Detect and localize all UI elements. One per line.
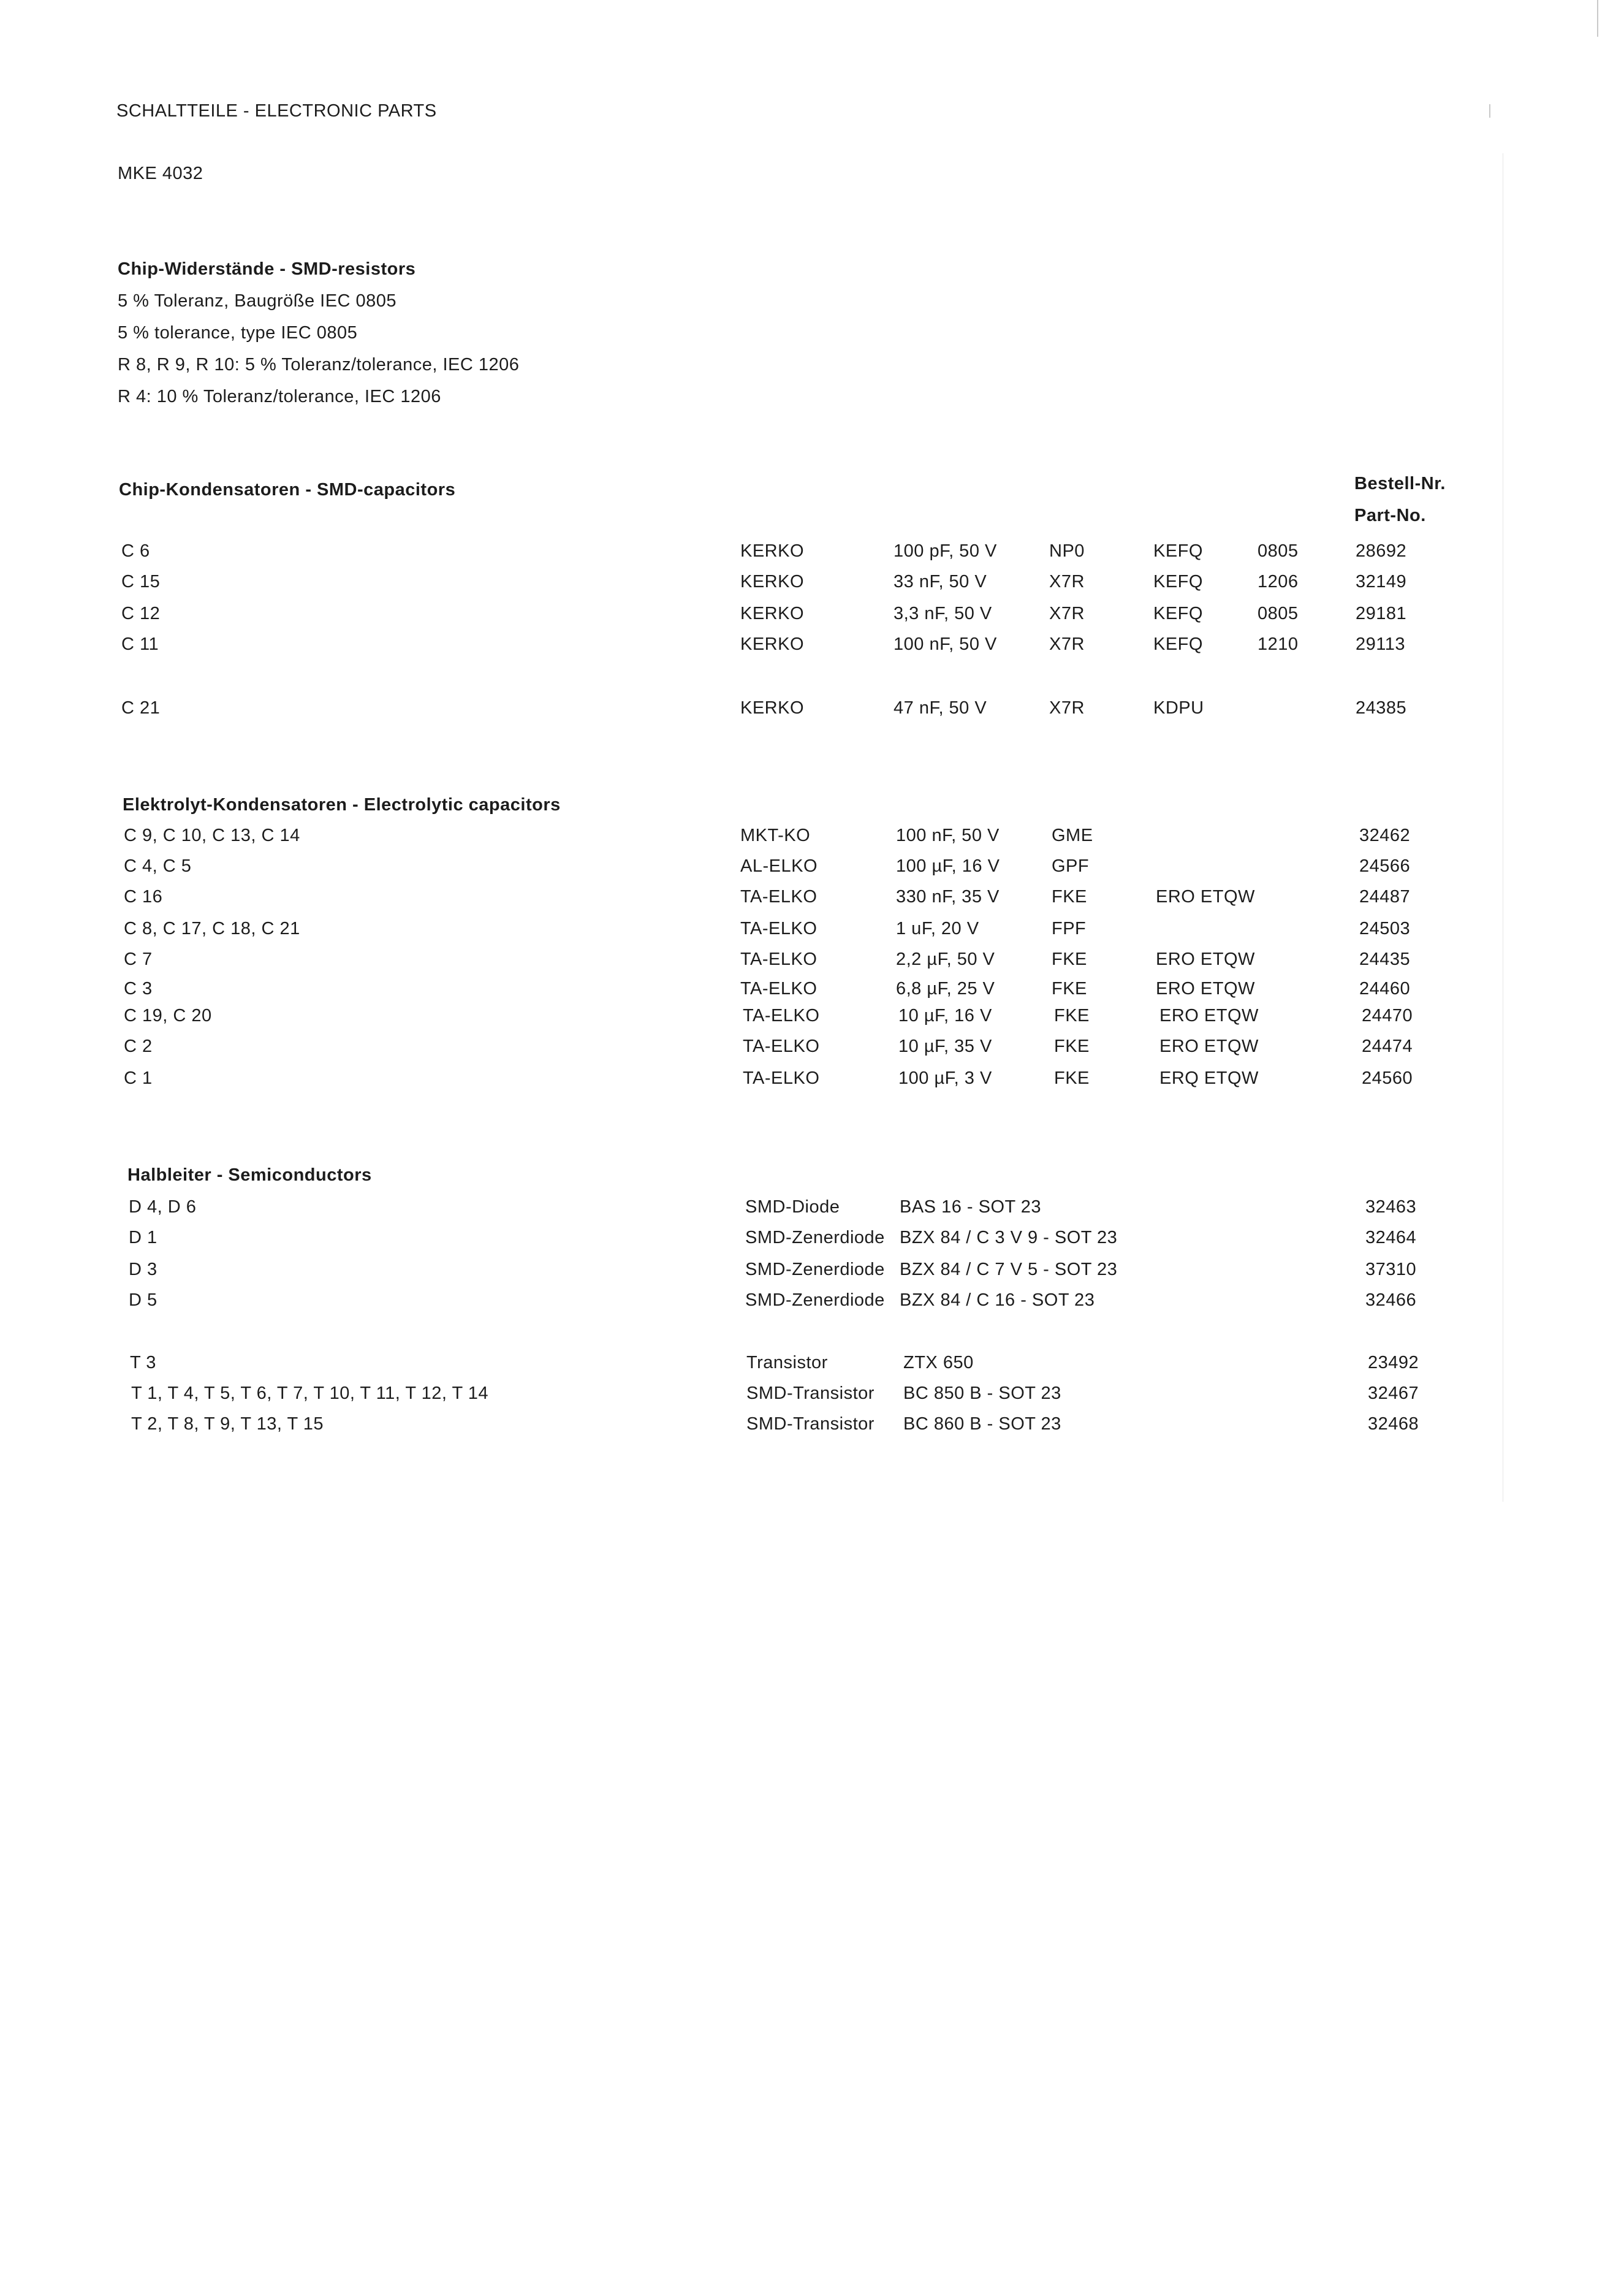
component-type: AL-ELKO: [740, 856, 818, 876]
component-type: Transistor: [746, 1353, 828, 1372]
component-type: KERKO: [740, 541, 805, 561]
table-row: [0, 1290, 1624, 1314]
table-row: [0, 603, 1624, 628]
component-ref: T 2, T 8, T 9, T 13, T 15: [131, 1414, 324, 1434]
table-row: [0, 978, 1624, 1003]
dielectric: X7R: [1049, 572, 1085, 592]
component-description: BC 850 B - SOT 23: [903, 1383, 1061, 1403]
component-ref: C 21: [121, 698, 161, 718]
component-type: SMD-Zenerdiode: [745, 1290, 885, 1310]
component-ref: C 11: [121, 634, 159, 654]
component-type: TA-ELKO: [740, 979, 818, 999]
component-code: GME: [1052, 826, 1093, 845]
table-row: [0, 1352, 1624, 1377]
component-type: KERKO: [740, 634, 805, 654]
series: ERO ETQW: [1156, 950, 1255, 969]
series: ERO ETQW: [1156, 979, 1255, 999]
part-number: 24566: [1359, 856, 1411, 876]
component-value: 100 nF, 50 V: [894, 634, 997, 654]
table-row: [0, 918, 1624, 943]
part-number: 24435: [1359, 950, 1411, 969]
series: ERO ETQW: [1159, 1037, 1259, 1056]
component-ref: D 5: [129, 1290, 157, 1310]
component-type: TA-ELKO: [743, 1037, 820, 1056]
component-type: SMD-Zenerdiode: [745, 1228, 885, 1247]
part-number: 32464: [1365, 1228, 1417, 1247]
part-number: 24470: [1362, 1006, 1413, 1026]
component-value: 6,8 µF, 25 V: [896, 979, 995, 999]
component-ref: C 16: [124, 887, 163, 907]
component-value: 3,3 nF, 50 V: [894, 604, 992, 623]
part-number: 32467: [1368, 1383, 1419, 1403]
component-description: BZX 84 / C 3 V 9 - SOT 23: [900, 1228, 1118, 1247]
component-ref: C 1: [124, 1068, 153, 1088]
table-row: [0, 1259, 1624, 1284]
component-value: 100 nF, 50 V: [896, 826, 1000, 845]
resistors-line: R 8, R 9, R 10: 5 % Toleranz/tolerance, IEC 1206: [118, 355, 520, 375]
component-code: FKE: [1052, 979, 1087, 999]
part-number: 23492: [1368, 1353, 1419, 1372]
component-ref: T 1, T 4, T 5, T 6, T 7, T 10, T 11, T 12, T 14: [131, 1383, 488, 1403]
scan-artifact: [1489, 104, 1490, 118]
component-value: 100 pF, 50 V: [894, 541, 997, 561]
part-number: 32462: [1359, 826, 1411, 845]
component-description: BZX 84 / C 16 - SOT 23: [900, 1290, 1095, 1310]
part-number: 28692: [1356, 541, 1407, 561]
component-value: 330 nF, 35 V: [896, 887, 1000, 907]
dielectric: NP0: [1049, 541, 1085, 561]
table-row: [0, 1068, 1624, 1092]
part-number: 24560: [1362, 1068, 1413, 1088]
component-type: TA-ELKO: [743, 1068, 820, 1088]
component-ref: C 9, C 10, C 13, C 14: [124, 826, 300, 845]
component-code: FKE: [1054, 1037, 1090, 1056]
series: ERO ETQW: [1159, 1006, 1259, 1026]
case-size: 0805: [1258, 604, 1299, 623]
component-ref: D 4, D 6: [129, 1197, 197, 1217]
component-value: 10 µF, 16 V: [898, 1006, 992, 1026]
component-value: 2,2 µF, 50 V: [896, 950, 995, 969]
resistors-line: R 4: 10 % Toleranz/tolerance, IEC 1206: [118, 387, 441, 406]
component-value: 33 nF, 50 V: [894, 572, 987, 592]
case-size: 1206: [1258, 572, 1299, 592]
table-row: [0, 825, 1624, 850]
component-value: 47 nF, 50 V: [894, 698, 987, 718]
table-row: [0, 949, 1624, 973]
series: KEFQ: [1153, 634, 1203, 654]
component-ref: C 8, C 17, C 18, C 21: [124, 919, 300, 938]
case-size: 0805: [1258, 541, 1299, 561]
series: KEFQ: [1153, 541, 1203, 561]
component-ref: D 1: [129, 1228, 157, 1247]
component-type: KERKO: [740, 698, 805, 718]
table-row: [0, 1197, 1624, 1221]
scan-artifact: [1597, 0, 1598, 37]
table-row: [0, 1036, 1624, 1060]
part-number-header: Part-No.: [1354, 506, 1426, 525]
component-description: BAS 16 - SOT 23: [900, 1197, 1042, 1217]
component-type: TA-ELKO: [743, 1006, 820, 1026]
model-number: MKE 4032: [118, 164, 203, 183]
part-number: 32466: [1365, 1290, 1417, 1310]
component-code: FKE: [1054, 1006, 1090, 1026]
resistors-line: 5 % Toleranz, Baugröße IEC 0805: [118, 291, 397, 311]
component-code: FKE: [1054, 1068, 1090, 1088]
component-ref: C 4, C 5: [124, 856, 192, 876]
table-row: [0, 886, 1624, 911]
series: ERQ ETQW: [1159, 1068, 1259, 1088]
component-type: TA-ELKO: [740, 919, 818, 938]
order-number-header: Bestell-Nr.: [1354, 474, 1446, 493]
component-ref: C 19, C 20: [124, 1006, 212, 1026]
component-code: FKE: [1052, 887, 1087, 907]
semiconductors-heading: Halbleiter - Semiconductors: [127, 1165, 372, 1185]
component-code: GPF: [1052, 856, 1090, 876]
component-value: 100 µF, 3 V: [898, 1068, 992, 1088]
table-row: [0, 1227, 1624, 1252]
component-description: BC 860 B - SOT 23: [903, 1414, 1061, 1434]
part-number: 29113: [1356, 634, 1405, 654]
component-description: ZTX 650: [903, 1353, 974, 1372]
component-ref: D 3: [129, 1260, 157, 1279]
component-type: SMD-Transistor: [746, 1414, 875, 1434]
dielectric: X7R: [1049, 698, 1085, 718]
component-type: KERKO: [740, 572, 805, 592]
component-type: SMD-Transistor: [746, 1383, 875, 1403]
resistors-line: 5 % tolerance, type IEC 0805: [118, 323, 358, 343]
table-row: [0, 634, 1624, 658]
table-row: [0, 1005, 1624, 1030]
part-number: 24503: [1359, 919, 1411, 938]
component-ref: C 6: [121, 541, 150, 561]
dielectric: X7R: [1049, 604, 1085, 623]
part-number: 32149: [1356, 572, 1407, 592]
component-ref: C 3: [124, 979, 153, 999]
part-number: 32463: [1365, 1197, 1417, 1217]
series: KEFQ: [1153, 604, 1203, 623]
table-row: [0, 541, 1624, 565]
component-value: 10 µF, 35 V: [898, 1037, 992, 1056]
series: KEFQ: [1153, 572, 1203, 592]
resistors-heading: Chip-Widerstände - SMD-resistors: [118, 259, 416, 279]
component-type: TA-ELKO: [740, 950, 818, 969]
dielectric: X7R: [1049, 634, 1085, 654]
component-type: KERKO: [740, 604, 805, 623]
capacitors-heading: Chip-Kondensatoren - SMD-capacitors: [119, 480, 456, 500]
part-number: 24385: [1356, 698, 1407, 718]
component-type: MKT-KO: [740, 826, 811, 845]
component-ref: C 15: [121, 572, 161, 592]
component-description: BZX 84 / C 7 V 5 - SOT 23: [900, 1260, 1118, 1279]
part-number: 32468: [1368, 1414, 1419, 1434]
component-code: FPF: [1052, 919, 1087, 938]
component-type: SMD-Diode: [745, 1197, 840, 1217]
part-number: 29181: [1356, 604, 1407, 623]
component-ref: C 12: [121, 604, 161, 623]
component-type: TA-ELKO: [740, 887, 818, 907]
table-row: [0, 571, 1624, 596]
electrolytic-heading: Elektrolyt-Kondensatoren - Electrolytic capacitors: [123, 795, 561, 815]
table-row: [0, 1414, 1624, 1438]
component-ref: C 2: [124, 1037, 153, 1056]
component-ref: T 3: [130, 1353, 156, 1372]
part-number: 37310: [1365, 1260, 1417, 1279]
component-value: 100 µF, 16 V: [896, 856, 1000, 876]
part-number: 24460: [1359, 979, 1411, 999]
series: ERO ETQW: [1156, 887, 1255, 907]
component-type: SMD-Zenerdiode: [745, 1260, 885, 1279]
table-row: [0, 698, 1624, 722]
part-number: 24474: [1362, 1037, 1413, 1056]
case-size: 1210: [1258, 634, 1299, 654]
table-row: [0, 1383, 1624, 1407]
part-number: 24487: [1359, 887, 1411, 907]
component-ref: C 7: [124, 950, 153, 969]
series: KDPU: [1153, 698, 1204, 718]
component-value: 1 uF, 20 V: [896, 919, 979, 938]
table-row: [0, 856, 1624, 880]
component-code: FKE: [1052, 950, 1087, 969]
document-title: SCHALTTEILE - ELECTRONIC PARTS: [116, 101, 437, 121]
